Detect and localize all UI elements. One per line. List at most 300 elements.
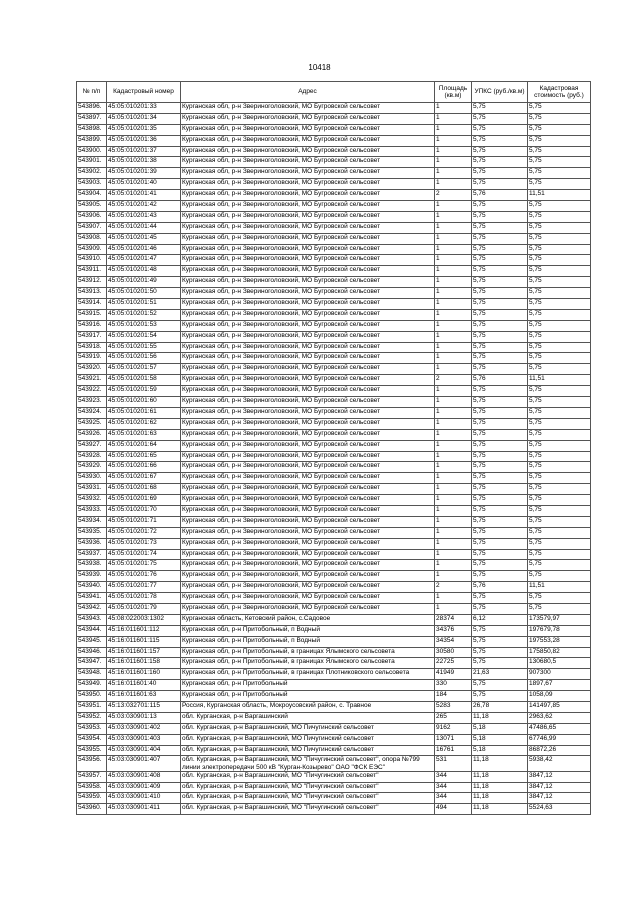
- row-number-cell: 543931.: [77, 484, 107, 495]
- cost-cell: 5,75: [528, 440, 591, 451]
- address-cell: Курганская обл, р-н Звериноголовский, МО Бугровской сельсовет: [181, 124, 435, 135]
- address-cell: Курганская обл, р-н Звериноголовский, МО Бугровской сельсовет: [181, 309, 435, 320]
- row-number-cell: 543897.: [77, 113, 107, 124]
- cost-cell: 5,75: [528, 560, 591, 571]
- upks-cell: 5,75: [472, 135, 528, 146]
- area-cell: 1: [435, 462, 472, 473]
- row-number-cell: 543920.: [77, 364, 107, 375]
- upks-cell: 5,75: [472, 233, 528, 244]
- address-cell: обл. Курганская, р-н Варгашинский, МО Пичугинский сельсовет: [181, 734, 435, 745]
- upks-cell: 5,75: [472, 222, 528, 233]
- cadastral-number-cell: 45:05:010201:40: [107, 179, 181, 190]
- row-number-cell: 543932.: [77, 495, 107, 506]
- row-number-cell: 543922.: [77, 386, 107, 397]
- address-cell: обл. Курганская, р-н Варгашинский, МО "Пичугинский сельсовет": [181, 793, 435, 804]
- cadastral-number-cell: 45:05:010201:33: [107, 103, 181, 114]
- area-cell: 1: [435, 342, 472, 353]
- cadastral-number-cell: 45:05:010201:49: [107, 277, 181, 288]
- row-number-cell: 543900.: [77, 146, 107, 157]
- address-cell: Курганская обл, р-н Звериноголовский, МО Бугровской сельсовет: [181, 201, 435, 212]
- table-row: [77, 299, 591, 310]
- upks-cell: 5,75: [472, 680, 528, 691]
- upks-cell: 5,18: [472, 734, 528, 745]
- upks-cell: 26,78: [472, 701, 528, 712]
- upks-cell: 5,75: [472, 473, 528, 484]
- area-cell: 1: [435, 495, 472, 506]
- cost-cell: 5,75: [528, 516, 591, 527]
- cadastral-number-cell: 45:05:010201:47: [107, 255, 181, 266]
- address-cell: Курганская обл, р-н Звериноголовский, МО Бугровской сельсовет: [181, 277, 435, 288]
- cadastral-number-cell: 45:05:010201:51: [107, 299, 181, 310]
- address-cell: Курганская обл, р-н Звериноголовский, МО Бугровской сельсовет: [181, 418, 435, 429]
- upks-cell: 5,75: [472, 277, 528, 288]
- upks-cell: 5,75: [472, 103, 528, 114]
- cost-cell: 197679,78: [528, 625, 591, 636]
- cost-cell: 5,75: [528, 222, 591, 233]
- cadastral-number-cell: 45:05:010201:63: [107, 429, 181, 440]
- address-cell: Курганская обл, р-н Притобольный, в границах Плотниковского сельсовета: [181, 669, 435, 680]
- area-cell: 1: [435, 255, 472, 266]
- area-cell: 1: [435, 516, 472, 527]
- cadastral-number-cell: 45:03:030901:410: [107, 793, 181, 804]
- cost-cell: 5,75: [528, 266, 591, 277]
- address-cell: Курганская обл, р-н Звериноголовский, МО Бугровской сельсовет: [181, 571, 435, 582]
- upks-cell: 5,75: [472, 309, 528, 320]
- header-area: Площадь (кв.м): [435, 82, 472, 103]
- cost-cell: 5,75: [528, 538, 591, 549]
- upks-cell: 11,18: [472, 712, 528, 723]
- area-cell: 41949: [435, 669, 472, 680]
- address-cell: Курганская обл, р-н Звериноголовский, МО Бугровской сельсовет: [181, 538, 435, 549]
- area-cell: 1: [435, 505, 472, 516]
- cadastral-number-cell: 45:05:010201:43: [107, 211, 181, 222]
- row-number-cell: 543953.: [77, 723, 107, 734]
- cadastral-number-cell: 45:16:011601:157: [107, 647, 181, 658]
- cost-cell: 130680,5: [528, 658, 591, 669]
- row-number-cell: 543941.: [77, 593, 107, 604]
- row-number-cell: 543933.: [77, 505, 107, 516]
- row-number-cell: 543938.: [77, 560, 107, 571]
- area-cell: 1: [435, 386, 472, 397]
- cadastral-number-cell: 45:05:010201:62: [107, 418, 181, 429]
- row-number-cell: 543926.: [77, 429, 107, 440]
- cost-cell: 67746,99: [528, 734, 591, 745]
- upks-cell: 5,75: [472, 266, 528, 277]
- upks-cell: 5,75: [472, 516, 528, 527]
- area-cell: 30580: [435, 647, 472, 658]
- row-number-cell: 543915.: [77, 309, 107, 320]
- address-cell: Курганская обл, р-н Притобольный, в границах Ялымского сельсовета: [181, 658, 435, 669]
- upks-cell: 11,18: [472, 793, 528, 804]
- table-row: [77, 734, 591, 745]
- cost-cell: 1058,09: [528, 691, 591, 702]
- cadastral-number-cell: 45:05:010201:68: [107, 484, 181, 495]
- row-number-cell: 543904.: [77, 190, 107, 201]
- upks-cell: 11,18: [472, 771, 528, 782]
- cadastral-number-cell: 45:08:022003:1302: [107, 614, 181, 625]
- cadastral-number-cell: 45:05:010201:61: [107, 407, 181, 418]
- address-cell: Курганская обл, р-н Звериноголовский, МО Бугровской сельсовет: [181, 288, 435, 299]
- area-cell: 265: [435, 712, 472, 723]
- table-row: [77, 625, 591, 636]
- table-row: [77, 804, 591, 815]
- cadastral-number-cell: 45:05:010201:48: [107, 266, 181, 277]
- table-row: [77, 723, 591, 734]
- cost-cell: 5,75: [528, 484, 591, 495]
- cost-cell: 173579,97: [528, 614, 591, 625]
- cadastral-number-cell: 45:05:010201:67: [107, 473, 181, 484]
- address-cell: Курганская обл, р-н Звериноголовский, МО Бугровской сельсовет: [181, 320, 435, 331]
- table-row: [77, 538, 591, 549]
- upks-cell: 5,75: [472, 495, 528, 506]
- table-row: [77, 691, 591, 702]
- cadastral-number-cell: 45:05:010201:57: [107, 364, 181, 375]
- cadastral-number-cell: 45:05:010201:75: [107, 560, 181, 571]
- cost-cell: 5,75: [528, 135, 591, 146]
- upks-cell: 5,75: [472, 527, 528, 538]
- table-row: [77, 771, 591, 782]
- table-row: [77, 201, 591, 212]
- row-number-cell: 543910.: [77, 255, 107, 266]
- cadastral-number-cell: 45:05:010201:74: [107, 549, 181, 560]
- area-cell: 1: [435, 560, 472, 571]
- cadastral-number-cell: 45:05:010201:72: [107, 527, 181, 538]
- address-cell: Курганская обл, р-н Звериноголовский, МО Бугровской сельсовет: [181, 179, 435, 190]
- row-number-cell: 543960.: [77, 804, 107, 815]
- cadastral-number-cell: 45:03:030901:402: [107, 723, 181, 734]
- cadastral-number-cell: 45:05:010201:53: [107, 320, 181, 331]
- area-cell: 1: [435, 244, 472, 255]
- cadastral-number-cell: 45:05:010201:35: [107, 124, 181, 135]
- row-number-cell: 543918.: [77, 342, 107, 353]
- table-body: [77, 103, 591, 815]
- table-row: [77, 712, 591, 723]
- cadastral-number-cell: 45:03:030901:408: [107, 771, 181, 782]
- address-cell: Курганская обл, р-н Звериноголовский, МО Бугровской сельсовет: [181, 222, 435, 233]
- area-cell: 13071: [435, 734, 472, 745]
- upks-cell: 5,75: [472, 157, 528, 168]
- row-number-cell: 543927.: [77, 440, 107, 451]
- table-row: [77, 364, 591, 375]
- table-row: [77, 255, 591, 266]
- header-upks: УПКС (руб./кв.м): [472, 82, 528, 103]
- area-cell: 28374: [435, 614, 472, 625]
- area-cell: 1: [435, 549, 472, 560]
- row-number-cell: 543930.: [77, 473, 107, 484]
- cadastral-number-cell: 45:05:010201:60: [107, 397, 181, 408]
- area-cell: 1: [435, 168, 472, 179]
- table-row: [77, 222, 591, 233]
- upks-cell: 5,75: [472, 571, 528, 582]
- address-cell: обл. Курганская, р-н Варгашинский, МО "Пичугинский сельсовет": [181, 804, 435, 815]
- upks-cell: 5,75: [472, 211, 528, 222]
- row-number-cell: 543907.: [77, 222, 107, 233]
- upks-cell: 5,75: [472, 124, 528, 135]
- header-cadastral-cost: Кадастровая стоимость (руб.): [528, 82, 591, 103]
- cost-cell: 5,75: [528, 451, 591, 462]
- address-cell: Курганская обл, р-н Звериноголовский, МО Бугровской сельсовет: [181, 582, 435, 593]
- upks-cell: 5,75: [472, 484, 528, 495]
- cadastral-number-cell: 45:05:010201:54: [107, 331, 181, 342]
- table-row: [77, 669, 591, 680]
- table-row: [77, 266, 591, 277]
- cost-cell: 5,75: [528, 331, 591, 342]
- cost-cell: 907300: [528, 669, 591, 680]
- row-number-cell: 543912.: [77, 277, 107, 288]
- row-number-cell: 543921.: [77, 375, 107, 386]
- area-cell: 344: [435, 782, 472, 793]
- row-number-cell: 543949.: [77, 680, 107, 691]
- table-row: [77, 211, 591, 222]
- row-number-cell: 543929.: [77, 462, 107, 473]
- cadastral-number-cell: 45:05:010201:50: [107, 288, 181, 299]
- row-number-cell: 543909.: [77, 244, 107, 255]
- address-cell: Курганская обл, р-н Звериноголовский, МО Бугровской сельсовет: [181, 266, 435, 277]
- row-number-cell: 543919.: [77, 353, 107, 364]
- area-cell: 1: [435, 201, 472, 212]
- cost-cell: 5,75: [528, 103, 591, 114]
- upks-cell: 5,75: [472, 658, 528, 669]
- area-cell: 1: [435, 418, 472, 429]
- address-cell: обл. Курганская, р-н Варгашинский: [181, 712, 435, 723]
- cadastral-number-cell: 45:16:011601:63: [107, 691, 181, 702]
- cost-cell: 5,75: [528, 549, 591, 560]
- upks-cell: 5,75: [472, 299, 528, 310]
- upks-cell: 5,76: [472, 190, 528, 201]
- area-cell: 9162: [435, 723, 472, 734]
- area-cell: 1: [435, 451, 472, 462]
- cadastral-number-cell: 45:05:010201:65: [107, 451, 181, 462]
- row-number-cell: 543945.: [77, 636, 107, 647]
- address-cell: Курганская обл, р-н Звериноголовский, МО Бугровской сельсовет: [181, 211, 435, 222]
- cadastral-number-cell: 45:05:010201:71: [107, 516, 181, 527]
- area-cell: 344: [435, 771, 472, 782]
- area-cell: 34376: [435, 625, 472, 636]
- cadastral-number-cell: 45:03:030901:407: [107, 756, 181, 771]
- cadastral-number-cell: 45:05:010201:77: [107, 582, 181, 593]
- table-row: [77, 614, 591, 625]
- cadastral-number-cell: 45:03:030901:409: [107, 782, 181, 793]
- cost-cell: 5,75: [528, 495, 591, 506]
- area-cell: 16761: [435, 745, 472, 756]
- cost-cell: 5,75: [528, 201, 591, 212]
- cost-cell: 47486,65: [528, 723, 591, 734]
- cost-cell: 5,75: [528, 255, 591, 266]
- row-number-cell: 543924.: [77, 407, 107, 418]
- table-row: [77, 135, 591, 146]
- area-cell: 1: [435, 364, 472, 375]
- table-row: [77, 440, 591, 451]
- row-number-cell: 543946.: [77, 647, 107, 658]
- address-cell: обл. Курганская, р-н Варгашинский, МО Пичугинский сельсовет: [181, 745, 435, 756]
- address-cell: Курганская обл, р-н Звериноголовский, МО Бугровской сельсовет: [181, 407, 435, 418]
- area-cell: 1: [435, 211, 472, 222]
- upks-cell: 5,75: [472, 593, 528, 604]
- cost-cell: 5,75: [528, 146, 591, 157]
- area-cell: 5283: [435, 701, 472, 712]
- cadastral-number-cell: 45:16:011601:40: [107, 680, 181, 691]
- cost-cell: 5,75: [528, 168, 591, 179]
- cadastral-number-cell: 45:05:010201:42: [107, 201, 181, 212]
- address-cell: Курганская обл, р-н Звериноголовский, МО Бугровской сельсовет: [181, 429, 435, 440]
- upks-cell: 5,75: [472, 288, 528, 299]
- row-number-cell: 543908.: [77, 233, 107, 244]
- table-row: [77, 505, 591, 516]
- cost-cell: 5,75: [528, 429, 591, 440]
- cadastral-number-cell: 45:05:010201:73: [107, 538, 181, 549]
- area-cell: 22725: [435, 658, 472, 669]
- cost-cell: 5,75: [528, 505, 591, 516]
- address-cell: Курганская обл, р-н Звериноголовский, МО Бугровской сельсовет: [181, 244, 435, 255]
- cadastral-number-cell: 45:03:030901:13: [107, 712, 181, 723]
- cadastral-number-cell: 45:05:010201:46: [107, 244, 181, 255]
- upks-cell: 21,63: [472, 669, 528, 680]
- cost-cell: 5,75: [528, 364, 591, 375]
- cadastral-number-cell: 45:05:010201:37: [107, 146, 181, 157]
- cadastral-number-cell: 45:05:010201:56: [107, 353, 181, 364]
- area-cell: 1: [435, 299, 472, 310]
- cadastral-number-cell: 45:05:010201:64: [107, 440, 181, 451]
- table-row: [77, 429, 591, 440]
- cadastral-number-cell: 45:03:030901:403: [107, 734, 181, 745]
- row-number-cell: 543903.: [77, 179, 107, 190]
- cost-cell: 3847,12: [528, 793, 591, 804]
- address-cell: Курганская обл, р-н Звериноголовский, МО Бугровской сельсовет: [181, 473, 435, 484]
- row-number-cell: 543914.: [77, 299, 107, 310]
- cadastral-number-cell: 45:05:010201:55: [107, 342, 181, 353]
- upks-cell: 5,75: [472, 407, 528, 418]
- address-cell: Курганская обл, р-н Звериноголовский, МО Бугровской сельсовет: [181, 593, 435, 604]
- upks-cell: 5,75: [472, 429, 528, 440]
- cost-cell: 5,75: [528, 593, 591, 604]
- upks-cell: 5,75: [472, 364, 528, 375]
- row-number-cell: 543925.: [77, 418, 107, 429]
- table-row: [77, 244, 591, 255]
- cost-cell: 5,75: [528, 211, 591, 222]
- cadastral-number-cell: 45:05:010201:45: [107, 233, 181, 244]
- address-cell: Курганская обл, р-н Звериноголовский, МО Бугровской сельсовет: [181, 331, 435, 342]
- cost-cell: 86872,26: [528, 745, 591, 756]
- row-number-cell: 543944.: [77, 625, 107, 636]
- table-row: [77, 603, 591, 614]
- upks-cell: 5,75: [472, 462, 528, 473]
- table-row: [77, 407, 591, 418]
- upks-cell: 11,18: [472, 782, 528, 793]
- cadastral-number-cell: 45:03:030901:411: [107, 804, 181, 815]
- table-row: [77, 571, 591, 582]
- upks-cell: 5,76: [472, 375, 528, 386]
- cost-cell: 2963,62: [528, 712, 591, 723]
- table-row: [77, 560, 591, 571]
- upks-cell: 5,75: [472, 451, 528, 462]
- upks-cell: 5,75: [472, 397, 528, 408]
- cost-cell: 5,75: [528, 309, 591, 320]
- upks-cell: 5,75: [472, 636, 528, 647]
- address-cell: Курганская обл, р-н Звериноголовский, МО Бугровской сельсовет: [181, 342, 435, 353]
- row-number-cell: 543936.: [77, 538, 107, 549]
- cadastral-number-cell: 45:05:010201:34: [107, 113, 181, 124]
- cost-cell: 5,75: [528, 342, 591, 353]
- page-number: 10418: [308, 63, 331, 72]
- row-number-cell: 543905.: [77, 201, 107, 212]
- area-cell: 1: [435, 222, 472, 233]
- area-cell: 2: [435, 582, 472, 593]
- cost-cell: 5,75: [528, 462, 591, 473]
- cadastral-number-cell: 45:05:010201:78: [107, 593, 181, 604]
- cost-cell: 5,75: [528, 233, 591, 244]
- upks-cell: 5,75: [472, 625, 528, 636]
- area-cell: 1: [435, 397, 472, 408]
- table-row: [77, 331, 591, 342]
- area-cell: 1: [435, 124, 472, 135]
- cost-cell: 141497,85: [528, 701, 591, 712]
- cadastral-number-cell: 45:05:010201:52: [107, 309, 181, 320]
- area-cell: 2: [435, 375, 472, 386]
- header-address: Адрес: [181, 82, 435, 103]
- cost-cell: 5,75: [528, 603, 591, 614]
- cost-cell: 3847,12: [528, 782, 591, 793]
- area-cell: 1: [435, 309, 472, 320]
- upks-cell: 5,75: [472, 418, 528, 429]
- cost-cell: 5,75: [528, 353, 591, 364]
- address-cell: Курганская обл, р-н Звериноголовский, МО Бугровской сельсовет: [181, 516, 435, 527]
- address-cell: Курганская обл, р-н Звериноголовский, МО Бугровской сельсовет: [181, 451, 435, 462]
- cost-cell: 5,75: [528, 277, 591, 288]
- row-number-cell: 543942.: [77, 603, 107, 614]
- upks-cell: 5,76: [472, 582, 528, 593]
- area-cell: 1: [435, 527, 472, 538]
- address-cell: Курганская обл, р-н Звериноголовский, МО Бугровской сельсовет: [181, 375, 435, 386]
- address-cell: Курганская обл, р-н Звериноголовский, МО Бугровской сельсовет: [181, 168, 435, 179]
- cost-cell: 5,75: [528, 407, 591, 418]
- cost-cell: 5,75: [528, 179, 591, 190]
- upks-cell: 5,75: [472, 146, 528, 157]
- address-cell: Курганская обл, р-н Звериноголовский, МО Бугровской сельсовет: [181, 146, 435, 157]
- table-row: [77, 462, 591, 473]
- table-row: [77, 527, 591, 538]
- address-cell: обл. Курганская, р-н Варгашинский, МО "Пичугинский сельсовет", опора №799 линии электропередачи 500 кВ "Курган-Козырево" ОАО "ФСК ЕЭС": [181, 756, 435, 771]
- table-row: [77, 168, 591, 179]
- upks-cell: 5,75: [472, 538, 528, 549]
- address-cell: Курганская обл, р-н Звериноголовский, МО Бугровской сельсовет: [181, 364, 435, 375]
- address-cell: Курганская обл, р-н Звериноголовский, МО Бугровской сельсовет: [181, 484, 435, 495]
- cost-cell: 5,75: [528, 418, 591, 429]
- row-number-cell: 543950.: [77, 691, 107, 702]
- table-row: [77, 353, 591, 364]
- cost-cell: 5,75: [528, 288, 591, 299]
- row-number-cell: 543923.: [77, 397, 107, 408]
- upks-cell: 5,75: [472, 560, 528, 571]
- cadastral-number-cell: 45:05:010201:58: [107, 375, 181, 386]
- table-row: [77, 593, 591, 604]
- upks-cell: 6,12: [472, 614, 528, 625]
- upks-cell: 5,75: [472, 603, 528, 614]
- area-cell: 1: [435, 179, 472, 190]
- table-row: [77, 658, 591, 669]
- upks-cell: 5,75: [472, 440, 528, 451]
- address-cell: Курганская обл, р-н Притобольный, п Водный: [181, 636, 435, 647]
- row-number-cell: 543928.: [77, 451, 107, 462]
- address-cell: Курганская обл, р-н Звериноголовский, МО Бугровской сельсовет: [181, 549, 435, 560]
- upks-cell: 5,18: [472, 745, 528, 756]
- cost-cell: 11,51: [528, 375, 591, 386]
- cadastral-number-cell: 45:05:010201:69: [107, 495, 181, 506]
- upks-cell: 5,75: [472, 331, 528, 342]
- address-cell: Курганская обл, р-н Звериноголовский, МО Бугровской сельсовет: [181, 113, 435, 124]
- area-cell: 531: [435, 756, 472, 771]
- cost-cell: 5524,63: [528, 804, 591, 815]
- cadastral-number-cell: 45:05:010201:59: [107, 386, 181, 397]
